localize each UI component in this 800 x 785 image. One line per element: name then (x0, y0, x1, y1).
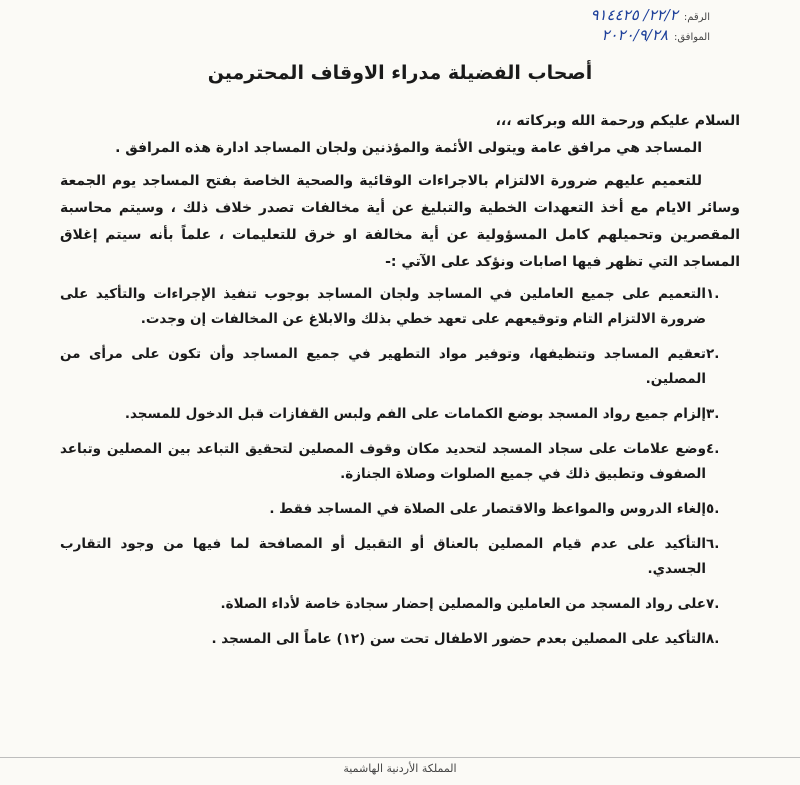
list-item-text: تعقيم المساجد وتنظيفها، وتوفير مواد التطهير في جميع المساجد وأن تكون على مرأى من المصلين. (60, 346, 706, 387)
list-item (60, 532, 740, 582)
list-item-text: على رواد المسجد من العاملين والمصلين إحضار سجادة خاصة لأداء الصلاة. (220, 596, 706, 612)
directive-paragraph: للتعميم عليهم ضرورة الالتزام بالاجراءات الوقائية والصحية الخاصة بفتح المساجد يوم الجمعة وسائر الايام مع أخذ التعهدات الخطية والتبليغ عن أية مخالفات تصدر خلاف ذلك ، وسيتم محاسبة المقصرين وتحميلهم كامل المسؤولية عن أية مخالفة او خرق للتعليمات ، علماً بأنه سيتم إغلاق المساجد التي تظهر فيها اصابات ونؤكد على الآتي :- (60, 173, 740, 270)
list-item-text: التعميم على جميع العاملين في المساجد ولجان المساجد بوجوب تنفيذ الإجراءات والتأكيد على ضرورة الالتزام التام وتوقيعهم على تعهد خطي بذلك والابلاغ عن المخالفات إن وجدت. (60, 286, 706, 327)
list-item (60, 342, 740, 392)
list-item (60, 497, 740, 522)
list-item-text: إلزام جميع رواد المسجد بوضع الكمامات على الفم ولبس القفازات قبل الدخول للمسجد. (124, 406, 706, 422)
reference-number: ٢٢/٢/ ٩١٤٤٢٥ (590, 6, 678, 24)
list-item (60, 627, 740, 652)
list-item (60, 437, 740, 487)
list-item-number: .٥ (706, 501, 720, 517)
list-item (60, 402, 740, 427)
list-item-number: .١ (706, 286, 720, 302)
reference-number-label: الرقم: (683, 12, 710, 23)
list-item (60, 592, 740, 617)
list-item-text: وضع علامات على سجاد المسجد لتحديد مكان وقوف المصلين لتحقيق التباعد بين المصلين وتباعد الصفوف وتطبيق ذلك في جميع الصلوات وصلاة الجنازة. (60, 441, 706, 482)
letter-title: أصحاب الفضيلة مدراء الاوقاف المحترمين (207, 62, 593, 84)
letter-body (60, 108, 740, 662)
list-item (60, 282, 740, 332)
instructions-list (60, 282, 740, 652)
list-item-text: التأكيد على المصلين بعدم حضور الاطفال تحت سن (١٢) عاماً الى المسجد . (211, 631, 706, 647)
list-item-text: التأكيد على عدم قيام المصلين بالعناق أو التقبيل أو المصافحة لما فيها من وجود التقارب الجسدي. (60, 536, 706, 577)
greeting: السلام عليكم ورحمة الله وبركاته ،،، (495, 113, 740, 129)
list-item-number: .٦ (706, 536, 720, 552)
list-item-number: .٨ (706, 631, 720, 647)
list-item-number: .٢ (706, 346, 720, 362)
intro-paragraph: المساجد هي مرافق عامة ويتولى الأئمة والمؤذنين ولجان المساجد ادارة هذه المرافق . (115, 140, 702, 156)
list-item-number: .٧ (706, 596, 720, 612)
reference-number-row (430, 6, 710, 26)
list-item-text: إلغاء الدروس والمواعظ والاقتصار على الصلاة في المساجد فقط . (269, 501, 706, 517)
letter-footer: المملكة الأردنية الهاشمية (0, 757, 800, 775)
reference-date-row (430, 26, 710, 46)
reference-date-label: الموافق: (673, 32, 710, 43)
list-item-number: .٤ (706, 441, 720, 457)
list-item-number: .٣ (706, 406, 720, 422)
reference-date: ٢٠٢٠/٩/٢٨ (601, 26, 668, 44)
reference-block (430, 6, 710, 46)
